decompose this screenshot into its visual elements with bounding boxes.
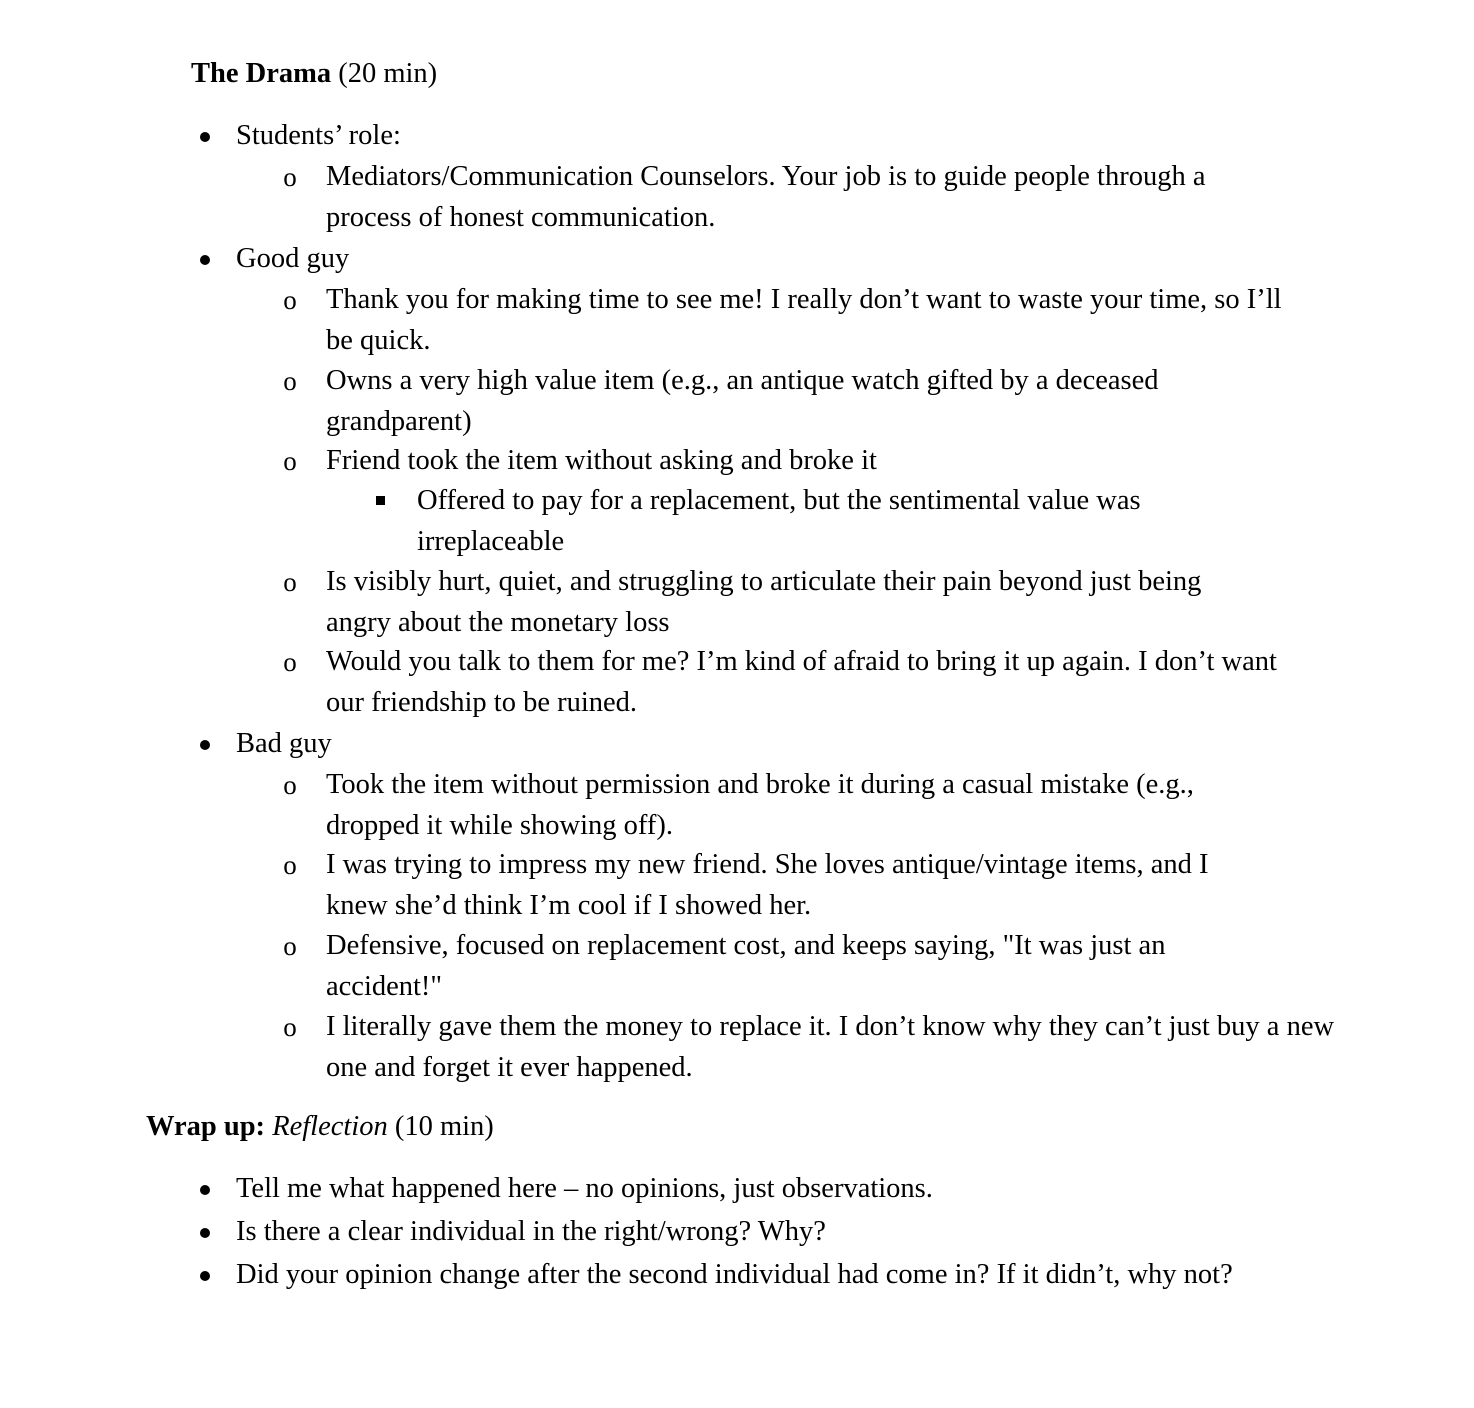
bullet-circle-icon: o xyxy=(283,285,297,315)
list-item: Is there a clear individual in the right/wrong? Why? xyxy=(236,1212,1336,1253)
bullet-circle-icon: o xyxy=(283,931,297,961)
list-item-students-role: Students’ role: xyxy=(236,116,1336,157)
drama-duration: (20 min) xyxy=(338,58,438,89)
list-item: Did your opinion change after the second individual had come in? If it didn’t, why not? xyxy=(236,1255,1336,1296)
bullet-square-icon xyxy=(372,481,392,505)
drama-title: The Drama xyxy=(191,58,332,89)
drama-heading xyxy=(191,54,437,95)
bullet-circle-icon: o xyxy=(283,770,297,800)
bullet-circle-icon: o xyxy=(283,366,297,396)
list-item-bad-guy: Bad guy xyxy=(236,724,1336,765)
bullet-disc-icon xyxy=(195,1255,215,1281)
sub-item: o I was trying to impress my new friend. She loves antique/vintage items, and I knew she’d think I’m cool if I showed her. xyxy=(326,845,1276,926)
bullet-circle-icon: o xyxy=(283,1012,297,1042)
sub-item: o Thank you for making time to see me! I really don’t want to waste your time, so I’ll be quick. xyxy=(326,280,1311,361)
wrapup-label: Wrap up: xyxy=(146,1111,266,1142)
sub-item: o I literally gave them the money to replace it. I don’t know why they can’t just buy a new one and forget it ever happened. xyxy=(326,1007,1336,1088)
bullet-circle-icon: o xyxy=(283,850,297,880)
bullet-disc-icon xyxy=(195,1169,215,1195)
sub-item: o Owns a very high value item (e.g., an antique watch gifted by a deceased grandparent) xyxy=(326,361,1226,442)
sub-sub-item: Offered to pay for a replacement, but the sentimental value was irreplaceable xyxy=(417,481,1207,562)
sub-item: o Is visibly hurt, quiet, and struggling to articulate their pain beyond just being angry about the monetary loss xyxy=(326,562,1266,643)
bullet-circle-icon: o xyxy=(283,647,297,677)
bullet-disc-icon xyxy=(195,1212,215,1238)
bullet-disc-icon xyxy=(195,724,215,750)
sub-item: o Took the item without permission and broke it during a casual mistake (e.g., dropped it while showing off). xyxy=(326,765,1261,846)
bullet-circle-icon: o xyxy=(283,162,297,192)
wrapup-activity: Reflection xyxy=(272,1111,388,1142)
sub-item: o Friend took the item without asking and broke it xyxy=(326,441,1326,482)
sub-item: o Mediators/Communication Counselors. Your job is to guide people through a process of honest communication. xyxy=(326,157,1276,238)
sub-item: o Defensive, focused on replacement cost, and keeps saying, "It was just an accident!" xyxy=(326,926,1231,1007)
wrapup-heading xyxy=(146,1107,494,1148)
bullet-disc-icon xyxy=(195,116,215,142)
bullet-disc-icon xyxy=(195,239,215,265)
bullet-circle-icon: o xyxy=(283,567,297,597)
bullet-circle-icon: o xyxy=(283,446,297,476)
wrapup-duration: (10 min) xyxy=(394,1111,494,1142)
sub-item: o Would you talk to them for me? I’m kind of afraid to bring it up again. I don’t want our friendship to be ruined. xyxy=(326,642,1286,723)
list-item-good-guy: Good guy xyxy=(236,239,1336,280)
list-item: Tell me what happened here – no opinions, just observations. xyxy=(236,1169,1336,1210)
